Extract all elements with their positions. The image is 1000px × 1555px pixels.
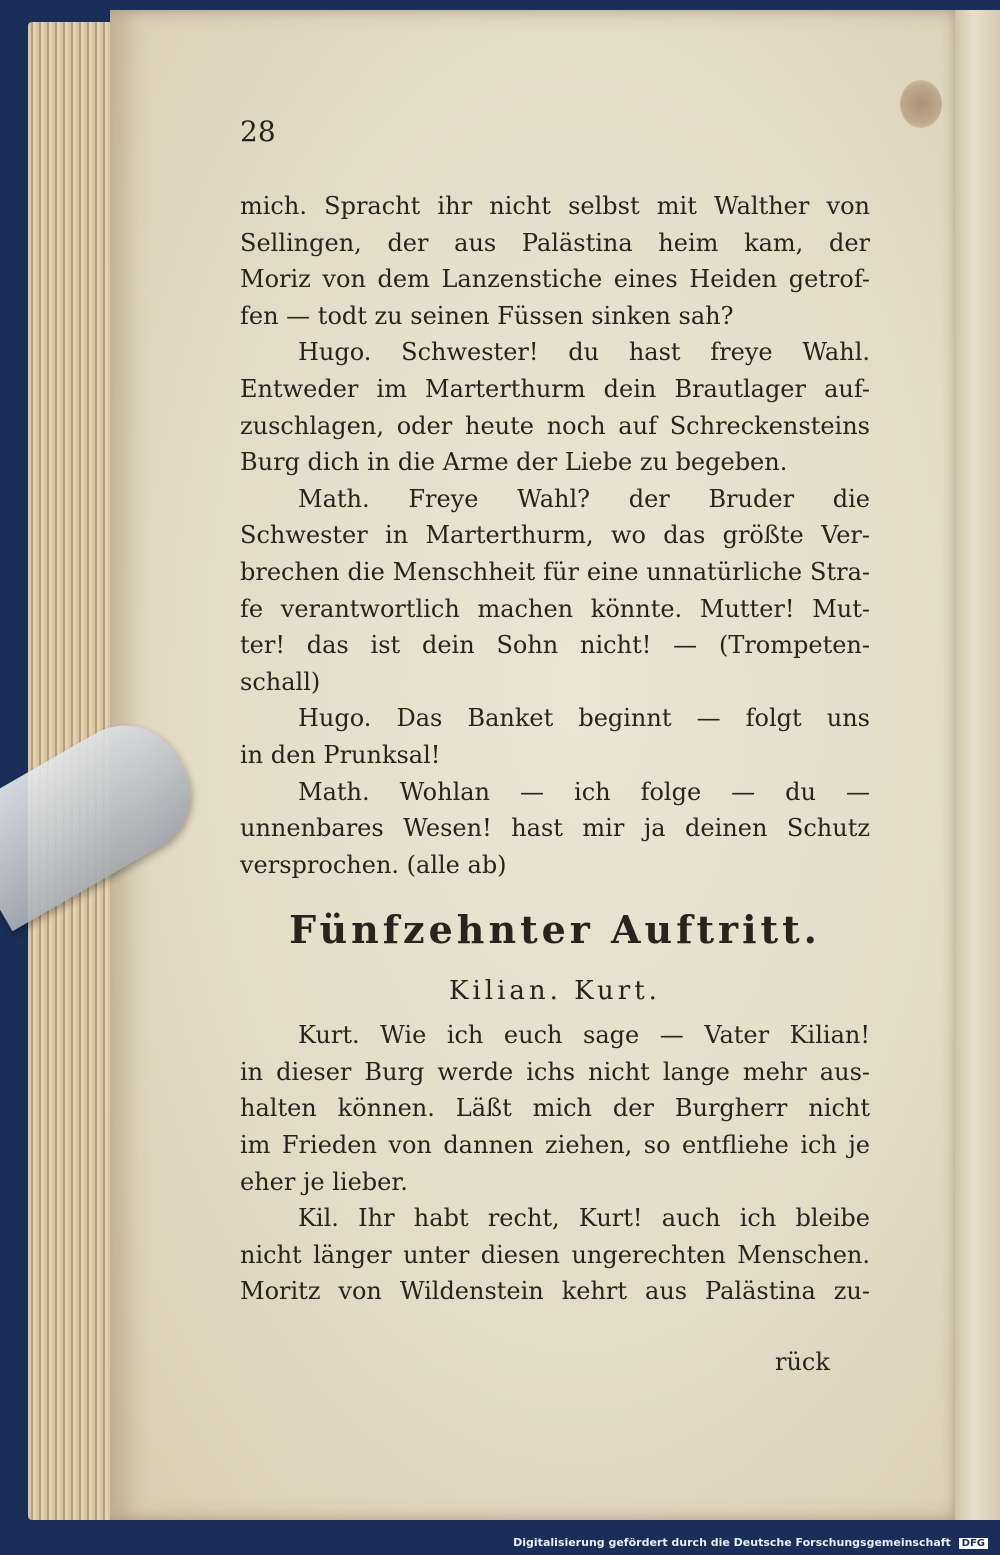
catchword: rück: [775, 1348, 830, 1376]
text-line: Kil. Ihr habt recht, Kurt! auch ich bleibe: [298, 1204, 870, 1233]
text-line: eher je lieber.: [240, 1167, 408, 1196]
text-line: ter! das ist dein Sohn nicht! — (Trompeten-: [240, 631, 870, 660]
text-line: Kurt. Wie ich euch sage — Vater Kilian!: [298, 1021, 870, 1050]
scene-heading: Fünfzehnter Auftritt.: [289, 907, 821, 953]
text-line: versprochen. (alle ab): [240, 850, 507, 879]
footer-text: Digitalisierung gefördert durch die Deutsche Forschungsgemeinschaft: [513, 1536, 951, 1549]
text-line: Math. Freye Wahl? der Bruder die: [298, 484, 870, 513]
dfg-logo: DFG: [959, 1538, 988, 1549]
text-line: fe verantwortlich machen könnte. Mutter! Mut-: [240, 594, 870, 623]
text-line: Moritz von Wildenstein kehrt aus Palästina zu-: [240, 1277, 870, 1306]
text-line: schall): [240, 667, 321, 696]
scene-characters: Kilian. Kurt.: [449, 976, 661, 1007]
text-line: im Frieden von dannen ziehen, so entfliehe ich je: [240, 1131, 870, 1160]
text-line: Sellingen, der aus Palästina heim kam, der: [240, 228, 870, 257]
page-number: 28: [240, 115, 276, 148]
text-line: in den Prunksal!: [240, 740, 441, 769]
page-text: [240, 188, 870, 1310]
text-line: in dieser Burg werde ichs nicht lange mehr aus-: [240, 1057, 870, 1086]
text-line: Schwester in Marterthurm, wo das größte Ver-: [240, 521, 870, 550]
text-line: zuschlagen, oder heute noch auf Schreckensteins: [240, 411, 870, 440]
text-line: fen — todt zu seinen Füssen sinken sah?: [240, 301, 734, 330]
text-line: mich. Spracht ihr nicht selbst mit Walther von: [240, 192, 870, 220]
digitization-footer: [513, 1536, 988, 1549]
text-line: Hugo. Das Banket beginnt — folgt uns: [298, 704, 870, 733]
text-line: halten können. Läßt mich der Burgherr nicht: [240, 1094, 870, 1123]
text-line: brechen die Menschheit für eine unnatürliche Stra-: [240, 557, 870, 586]
text-line: Math. Wohlan — ich folge — du —: [298, 777, 870, 806]
text-line: Hugo. Schwester! du hast freye Wahl.: [298, 338, 870, 367]
right-page-edge: [955, 10, 1000, 1520]
text-line: Entweder im Marterthurm dein Brautlager auf-: [240, 374, 870, 403]
text-line: Burg dich in die Arme der Liebe zu begeben.: [240, 448, 788, 477]
text-line: Moriz von dem Lanzenstiche eines Heiden getrof-: [240, 265, 870, 294]
text-line: nicht länger unter diesen ungerechten Menschen.: [240, 1240, 870, 1269]
text-line: unnenbares Wesen! hast mir ja deinen Schutz: [240, 814, 870, 843]
stain-spot: [900, 80, 942, 128]
